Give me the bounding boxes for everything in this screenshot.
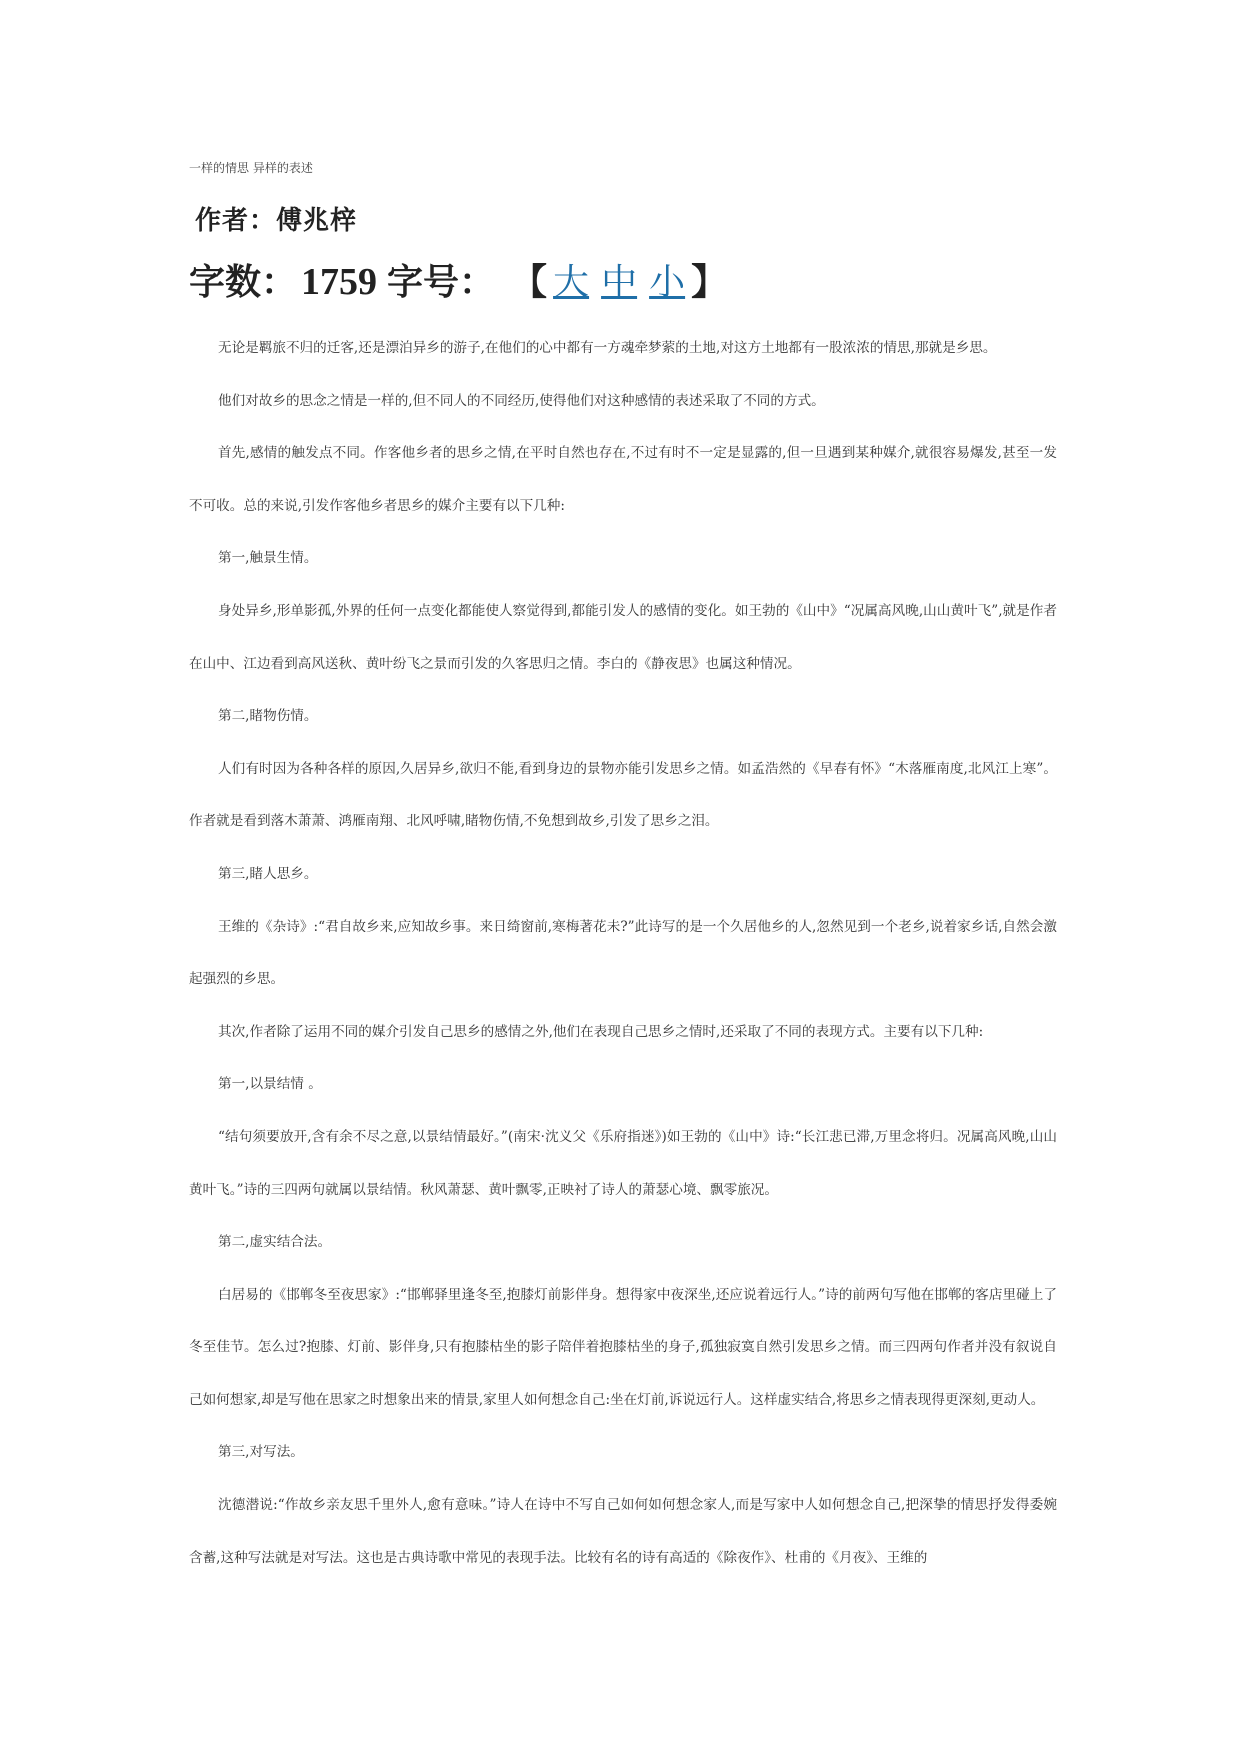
paragraph: 人们有时因为各种各样的原因,久居异乡,欲归不能,看到身边的景物亦能引发思乡之情。如孟浩然的《早春有怀》“木落雁南度,北风江上寒”。作者就是看到落木萧萧、鸿雁南翔、北风呼啸,睹物伤情,不免想到故乡,引发了思乡之泪。 (189, 760, 1057, 830)
bracket-open: 【 (529, 261, 548, 303)
paragraph: 第二,虚实结合法。 (218, 1234, 332, 1251)
font-size-small-link[interactable]: 小 (649, 262, 686, 303)
paragraph: 王维的《杂诗》:“君自故乡来,应知故乡事。来日绮窗前,寒梅著花未?”此诗写的是一个久居他乡的人,忽然见到一个老乡,说着家乡话,自然会激起强烈的乡思。 (189, 918, 1057, 988)
font-size-large-link[interactable]: 大 (553, 262, 590, 303)
font-size-medium-link[interactable]: 中 (601, 262, 638, 303)
paragraph: 沈德潜说:“作故乡亲友思千里外人,愈有意味。”诗人在诗中不写自己如何如何想念家人,而是写家中人如何想念自己,把深挚的情思抒发得委婉含蓄,这种写法就是对写法。这也是古典诗歌中常见的表现手法。比较有名的诗有高适的《除夜作》、杜甫的《月夜》、王维的 (189, 1497, 1057, 1566)
paragraph: 第一,以景结情 。 (218, 1076, 322, 1093)
paragraph: 身处异乡,形单影孤,外界的任何一点变化都能使人察觉得到,都能引发人的感情的变化。如王勃的《山中》“况属高风晚,山山黄叶飞”,就是作者在山中、江边看到高风送秋、黄叶纷飞之景而引发的久客思归之情。李白的《静夜思》也属这种情况。 (189, 602, 1057, 672)
author-line: 作者：傅兆梓 (195, 206, 358, 236)
word-count-value: 1759 (301, 261, 378, 303)
meta-line (189, 256, 727, 309)
paragraph: 其次,作者除了运用不同的媒介引发自己思乡的感情之外,他们在表现自己思乡之情时,还采取了不同的表现方式。主要有以下几种: (218, 1023, 984, 1040)
paragraph: 第一,触景生情。 (218, 550, 318, 567)
paragraph: 第二,睹物伤情。 (218, 708, 318, 725)
article-body (189, 322, 1057, 1584)
paragraph: 他们对故乡的思念之情是一样的,但不同人的不同经历,使得他们对这种感情的表述采取了不同的方式。 (218, 392, 825, 409)
paragraph: 首先,感情的触发点不同。作客他乡者的思乡之情,在平时自然也存在,不过有时不一定是显露的,但一旦遇到某种媒介,就很容易爆发,甚至一发不可收。总的来说,引发作客他乡者思乡的媒介主要有以下几种: (189, 445, 1057, 514)
paragraph: “结句须要放开,含有余不尽之意,以景结情最好。”(南宋·沈义父《乐府指迷》)如王勃的《山中》诗:“长江悲已滞,万里念将归。况属高风晚,山山黄叶飞。”诗的三四两句就属以景结情。秋风萧瑟、黄叶飘零,正映衬了诗人的萧瑟心境、飘零旅况。 (189, 1128, 1057, 1198)
paragraph: 无论是羁旅不归的迁客,还是漂泊异乡的游子,在他们的心中都有一方魂牵梦萦的土地,对这方土地都有一股浓浓的情思,那就是乡思。 (218, 340, 997, 356)
paragraph: 第三,对写法。 (218, 1444, 304, 1461)
article-title: 一样的情思 异样的表述 (189, 161, 313, 175)
paragraph: 第三,睹人思乡。 (218, 865, 318, 882)
paragraph: 白居易的《邯郸冬至夜思家》:“邯郸驿里逢冬至,抱膝灯前影伴身。想得家中夜深坐,还应说着远行人。”诗的前两句写他在邯郸的客店里碰上了冬至佳节。怎么过?抱膝、灯前、影伴身,只有抱膝枯坐的影子陪伴着抱膝枯坐的身子,孤独寂寞自然引发思乡之情。而三四两句作者并没有叙说自己如何想家,却是写他在思家之时想象出来的情景,家里人如何想念自己:坐在灯前,诉说远行人。这样虚实结合,将思乡之情表现得更深刻,更动人。 (189, 1286, 1057, 1408)
font-size-label: 字号： (387, 261, 496, 303)
bracket-close: 】 (691, 261, 728, 303)
word-count-label: 字数： (189, 261, 298, 303)
